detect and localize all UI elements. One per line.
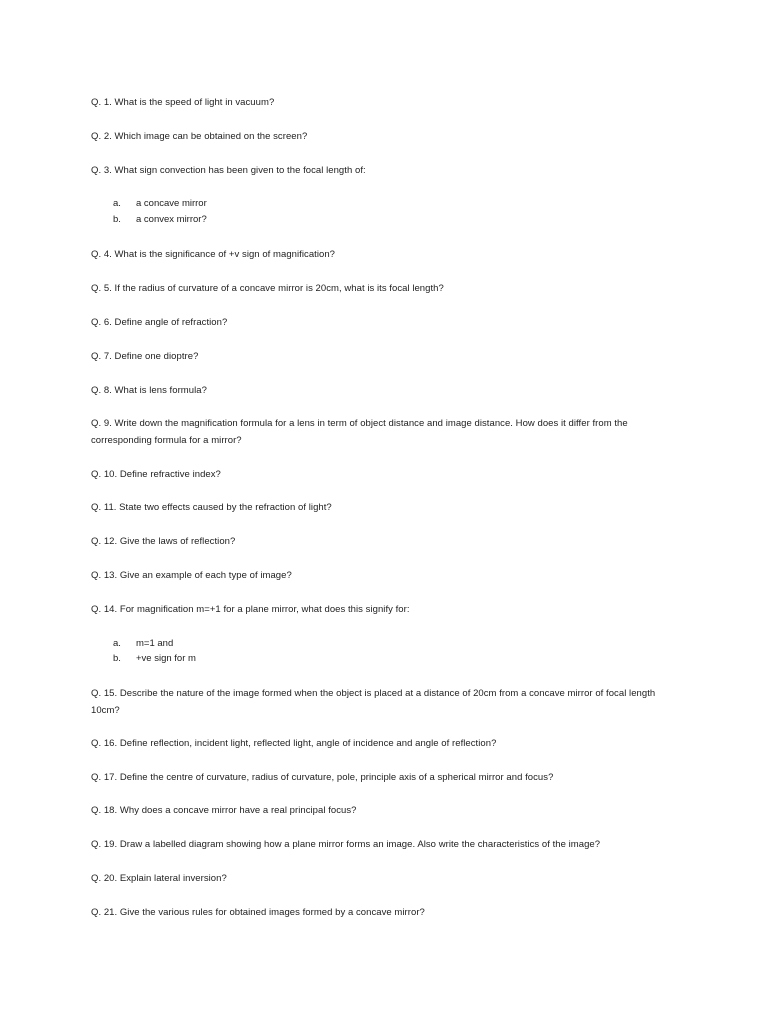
question-6: Q. 6. Define angle of refraction? <box>91 317 228 328</box>
question-8: Q. 8. What is lens formula? <box>91 385 207 396</box>
option-text: a concave mirror <box>136 198 207 209</box>
question-14: Q. 14. For magnification m=+1 for a plane mirror, what does this signify for: <box>91 604 410 615</box>
question-20: Q. 20. Explain lateral inversion? <box>91 873 227 884</box>
question-1: Q. 1. What is the speed of light in vacuum? <box>91 97 275 108</box>
question-2: Q. 2. Which image can be obtained on the screen? <box>91 131 308 142</box>
option-letter: a. <box>113 198 121 209</box>
question-11: Q. 11. State two effects caused by the refraction of light? <box>91 502 332 513</box>
question-12: Q. 12. Give the laws of reflection? <box>91 536 236 547</box>
question-4: Q. 4. What is the significance of +v sign of magnification? <box>91 249 336 260</box>
option-letter: b. <box>113 653 121 664</box>
question-14-option-a <box>113 636 173 652</box>
option-letter: a. <box>113 638 121 649</box>
question-10: Q. 10. Define refractive index? <box>91 469 221 480</box>
question-3-option-b <box>113 212 207 228</box>
option-letter: b. <box>113 214 121 225</box>
question-18: Q. 18. Why does a concave mirror have a real principal focus? <box>91 805 357 816</box>
question-17: Q. 17. Define the centre of curvature, radius of curvature, pole, principle axis of a spherical mirror and focus? <box>91 772 554 783</box>
question-7: Q. 7. Define one dioptre? <box>91 351 199 362</box>
question-5: Q. 5. If the radius of curvature of a concave mirror is 20cm, what is its focal length? <box>91 283 444 294</box>
option-text: m=1 and <box>136 638 174 649</box>
question-15: Q. 15. Describe the nature of the image formed when the object is placed at a distance of 20cm from a concave mirror of focal length 10cm? <box>91 688 656 716</box>
question-3: Q. 3. What sign convection has been given to the focal length of: <box>91 165 366 176</box>
question-16: Q. 16. Define reflection, incident light, reflected light, angle of incidence and angle of reflection? <box>91 738 497 749</box>
question-13: Q. 13. Give an example of each type of image? <box>91 570 292 581</box>
option-text: a convex mirror? <box>136 214 207 225</box>
question-3-option-a <box>113 196 207 212</box>
question-21: Q. 21. Give the various rules for obtained images formed by a concave mirror? <box>91 907 425 918</box>
option-text: +ve sign for m <box>136 653 196 664</box>
question-9: Q. 9. Write down the magnification formula for a lens in term of object distance and image distance. How does it differ from the corresponding formula for a mirror? <box>91 418 628 446</box>
question-14-option-b <box>113 651 196 667</box>
question-19: Q. 19. Draw a labelled diagram showing how a plane mirror forms an image. Also write the characteristics of the image? <box>91 839 601 850</box>
